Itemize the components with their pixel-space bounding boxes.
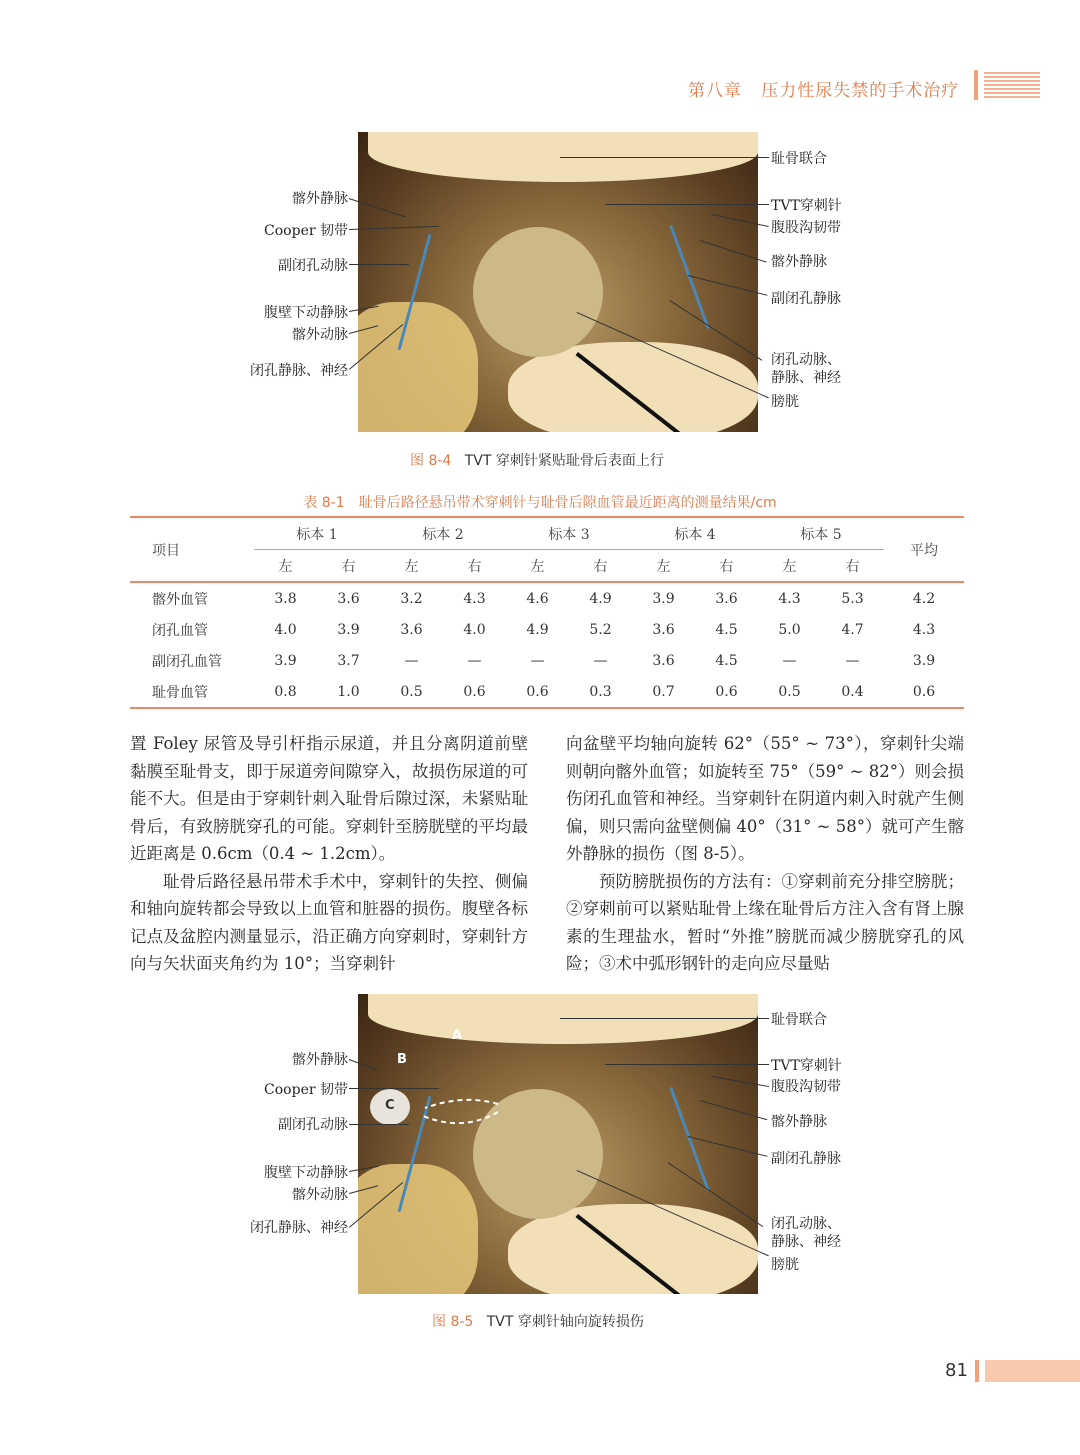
fig1-label-obturator-artery: 闭孔动脉、 (771, 352, 841, 368)
table-8-1-caption: 表 8-1 耻骨后路径悬吊带术穿刺针与耻骨后隙血管最近距离的测量结果/cm (303, 495, 777, 511)
cell: 4.5 (715, 621, 738, 638)
cell: 5.3 (841, 590, 864, 607)
cell: 4.6 (526, 590, 549, 607)
fig1-label-cooper-ligament: Cooper 韧带 (264, 223, 348, 239)
marker-a: A (452, 1028, 463, 1043)
page-number-band (985, 1360, 1080, 1382)
cell: 0.6 (443, 676, 506, 708)
header-specimen-1: 标本 1 (254, 517, 380, 550)
marker-b: B (397, 1052, 407, 1067)
paragraph: 向盆壁平均轴向旋转 62°（55° ~ 73°），穿刺针尖端则朝向髂外血管；如旋转至 75°（59° ~ 82°）则会损伤闭孔血管和神经。当穿刺针在阴道内刺入时就产生侧偏，则只需向盆壁侧偏 40°（31° ~ 58°）就可产生髂外静脉的损伤（图 8-5）。 (566, 734, 964, 863)
cell-average: 4.3 (912, 621, 936, 638)
cell: 4.0 (274, 621, 297, 638)
chapter-number: 第八章 (688, 81, 742, 101)
paragraph: 置 Foley 尿管及导引杆指示尿道，并且分离阴道前壁黏膜至耻骨支，即于尿道旁间隙穿入，故损伤尿道的可能不大。但是由于穿刺针刺入耻骨后隙过深，未紧贴耻骨后，有致膀胱穿孔的可能。穿刺针至膀胱壁的平均最近距离是 0.6cm（0.4 ~ 1.2cm）。 (130, 734, 528, 863)
cell: 3.6 (652, 652, 675, 669)
cell: — (467, 652, 482, 669)
cell: 0.5 (380, 676, 443, 708)
header-specimen-3: 标本 3 (506, 517, 632, 550)
side-left: 左 (506, 550, 569, 583)
table-subheader-row (130, 550, 964, 583)
cell: 3.6 (400, 621, 423, 638)
cell: 0.4 (821, 676, 884, 708)
fig2-label-vein-nerve: 静脉、神经 (771, 1234, 841, 1250)
header-average: 平均 (884, 517, 964, 582)
running-header (688, 76, 959, 101)
cell: 0.5 (758, 676, 821, 708)
cell: 4.3 (463, 590, 486, 607)
paragraph: 耻骨后路径悬吊带术手术中，穿刺针的失控、侧偏和轴向旋转都会导致以上血管和脏器的损伤。腹壁各标记点及盆腔内测量显示，沿正确方向穿刺时，穿刺针方向与矢状面夹角约为 10°；当穿刺针 (130, 871, 528, 973)
cell: 4.7 (841, 621, 864, 638)
rotation-arrow (413, 1094, 503, 1134)
header-accent-bar (974, 70, 978, 100)
cell: — (404, 652, 419, 669)
page-number-accent (975, 1360, 979, 1382)
cell: 0.3 (569, 676, 632, 708)
fig1-label-obturator-vein-nerve: 闭孔静脉、神经 (250, 363, 348, 379)
fig2-label-pubic-symphysis: 耻骨联合 (771, 1012, 827, 1028)
fig2-label-obturator-vein-nerve: 闭孔静脉、神经 (250, 1220, 348, 1236)
cell: 4.9 (589, 590, 612, 607)
table-row (130, 614, 964, 645)
header-stripe-decoration (984, 72, 1040, 100)
page-number: 81 (945, 1360, 968, 1381)
side-right: 右 (569, 550, 632, 583)
fig1-label-accessory-obturator-artery: 副闭孔动脉 (278, 258, 348, 274)
figure-8-4-caption (410, 450, 664, 470)
header-specimen-5: 标本 5 (758, 517, 884, 550)
table-row (130, 645, 964, 676)
body-left-column (130, 730, 528, 978)
figure-8-5-caption (432, 1311, 644, 1331)
fig1-label-vein-nerve: 静脉、神经 (771, 370, 841, 386)
cell: — (593, 652, 608, 669)
figure-8-4-text: TVT 穿刺针紧贴耻骨后表面上行 (464, 453, 664, 469)
figure-8-4-number: 图 8-4 (410, 453, 452, 469)
paragraph: 预防膀胱损伤的方法有：①穿刺前充分排空膀胱；②穿刺前可以紧贴耻骨上缘在耻骨后方注入含有肾上腺素的生理盐水，暂时“外推”膀胱而减少膀胱穿孔的风险；③术中弧形钢针的走向应尽量贴 (566, 871, 964, 973)
cell: 3.2 (400, 590, 423, 607)
cell: 3.9 (274, 652, 297, 669)
header-specimen-4: 标本 4 (632, 517, 758, 550)
cell: 3.9 (652, 590, 675, 607)
fig2-label-inferior-epigastric: 腹壁下动静脉 (264, 1165, 348, 1181)
cell: 4.5 (715, 652, 738, 669)
table-row (130, 582, 964, 614)
cell: 5.0 (778, 621, 801, 638)
cell-average: 4.2 (912, 590, 936, 607)
cell: 3.6 (652, 621, 675, 638)
marker-c: C (385, 1098, 395, 1113)
cell: 3.6 (337, 590, 360, 607)
fig2-label-external-iliac-vein: 髂外静脉 (292, 1052, 348, 1068)
side-left: 左 (632, 550, 695, 583)
fig1-label-pubic-symphysis: 耻骨联合 (771, 151, 827, 167)
cell: 3.8 (274, 590, 297, 607)
chapter-title: 压力性尿失禁的手术治疗 (761, 81, 960, 101)
fig2-label-cooper-ligament: Cooper 韧带 (264, 1082, 348, 1098)
row-name: 髂外血管 (152, 591, 208, 608)
cell: 4.0 (463, 621, 486, 638)
cell: 0.8 (254, 676, 317, 708)
row-name: 耻骨血管 (130, 676, 254, 708)
side-left: 左 (758, 550, 821, 583)
cell: — (530, 652, 545, 669)
table-header-row (130, 517, 964, 550)
side-left: 左 (254, 550, 317, 583)
side-right: 右 (443, 550, 506, 583)
cell: 0.7 (632, 676, 695, 708)
fig1-label-inguinal-ligament: 腹股沟韧带 (771, 220, 841, 236)
cell: 0.6 (695, 676, 758, 708)
fig1-label-external-iliac-vein-r: 髂外静脉 (771, 254, 827, 270)
side-right: 右 (821, 550, 884, 583)
fig2-label-external-iliac-artery: 髂外动脉 (292, 1187, 348, 1203)
fig1-label-external-iliac-artery: 髂外动脉 (292, 327, 348, 343)
fig2-label-accessory-obturator-vein: 副闭孔静脉 (771, 1151, 841, 1167)
cell: 0.6 (506, 676, 569, 708)
table-8-1 (130, 516, 964, 709)
side-right: 右 (317, 550, 380, 583)
fig2-label-inguinal-ligament: 腹股沟韧带 (771, 1079, 841, 1095)
cell: 1.0 (317, 676, 380, 708)
cell-average: 0.6 (884, 676, 964, 708)
row-name: 闭孔血管 (152, 622, 208, 639)
cell: 5.2 (589, 621, 612, 638)
figure-8-5-text: TVT 穿刺针轴向旋转损伤 (486, 1314, 644, 1330)
fig2-label-obturator-artery: 闭孔动脉、 (771, 1216, 841, 1232)
header-specimen-2: 标本 2 (380, 517, 506, 550)
fig1-label-bladder: 膀胱 (771, 394, 799, 410)
fig1-label-tvt-needle: TVT穿刺针 (771, 198, 842, 214)
cell: 3.6 (715, 590, 738, 607)
fig2-label-accessory-obturator-artery: 副闭孔动脉 (278, 1117, 348, 1133)
body-right-column (566, 730, 964, 978)
fig1-label-external-iliac-vein: 髂外静脉 (292, 191, 348, 207)
fig2-label-tvt-needle: TVT穿刺针 (771, 1058, 842, 1074)
cell: 4.3 (778, 590, 801, 607)
figure-8-5-number: 图 8-5 (432, 1314, 474, 1330)
fig2-label-bladder: 膀胱 (771, 1257, 799, 1273)
figure-8-5-photo (358, 994, 758, 1294)
cell: — (782, 652, 797, 669)
cell-average: 3.9 (912, 652, 936, 669)
fig2-label-external-iliac-vein-r: 髂外静脉 (771, 1114, 827, 1130)
cell: 3.7 (337, 652, 360, 669)
fig1-label-accessory-obturator-vein: 副闭孔静脉 (771, 291, 841, 307)
side-left: 左 (380, 550, 443, 583)
side-right: 右 (695, 550, 758, 583)
row-name: 副闭孔血管 (152, 653, 222, 670)
table-row (130, 676, 964, 708)
figure-8-4-photo (358, 132, 758, 432)
cell: — (845, 652, 860, 669)
header-item: 项目 (130, 517, 254, 582)
cell: 4.9 (526, 621, 549, 638)
fig1-label-inferior-epigastric: 腹壁下动静脉 (264, 305, 348, 321)
cell: 3.9 (337, 621, 360, 638)
